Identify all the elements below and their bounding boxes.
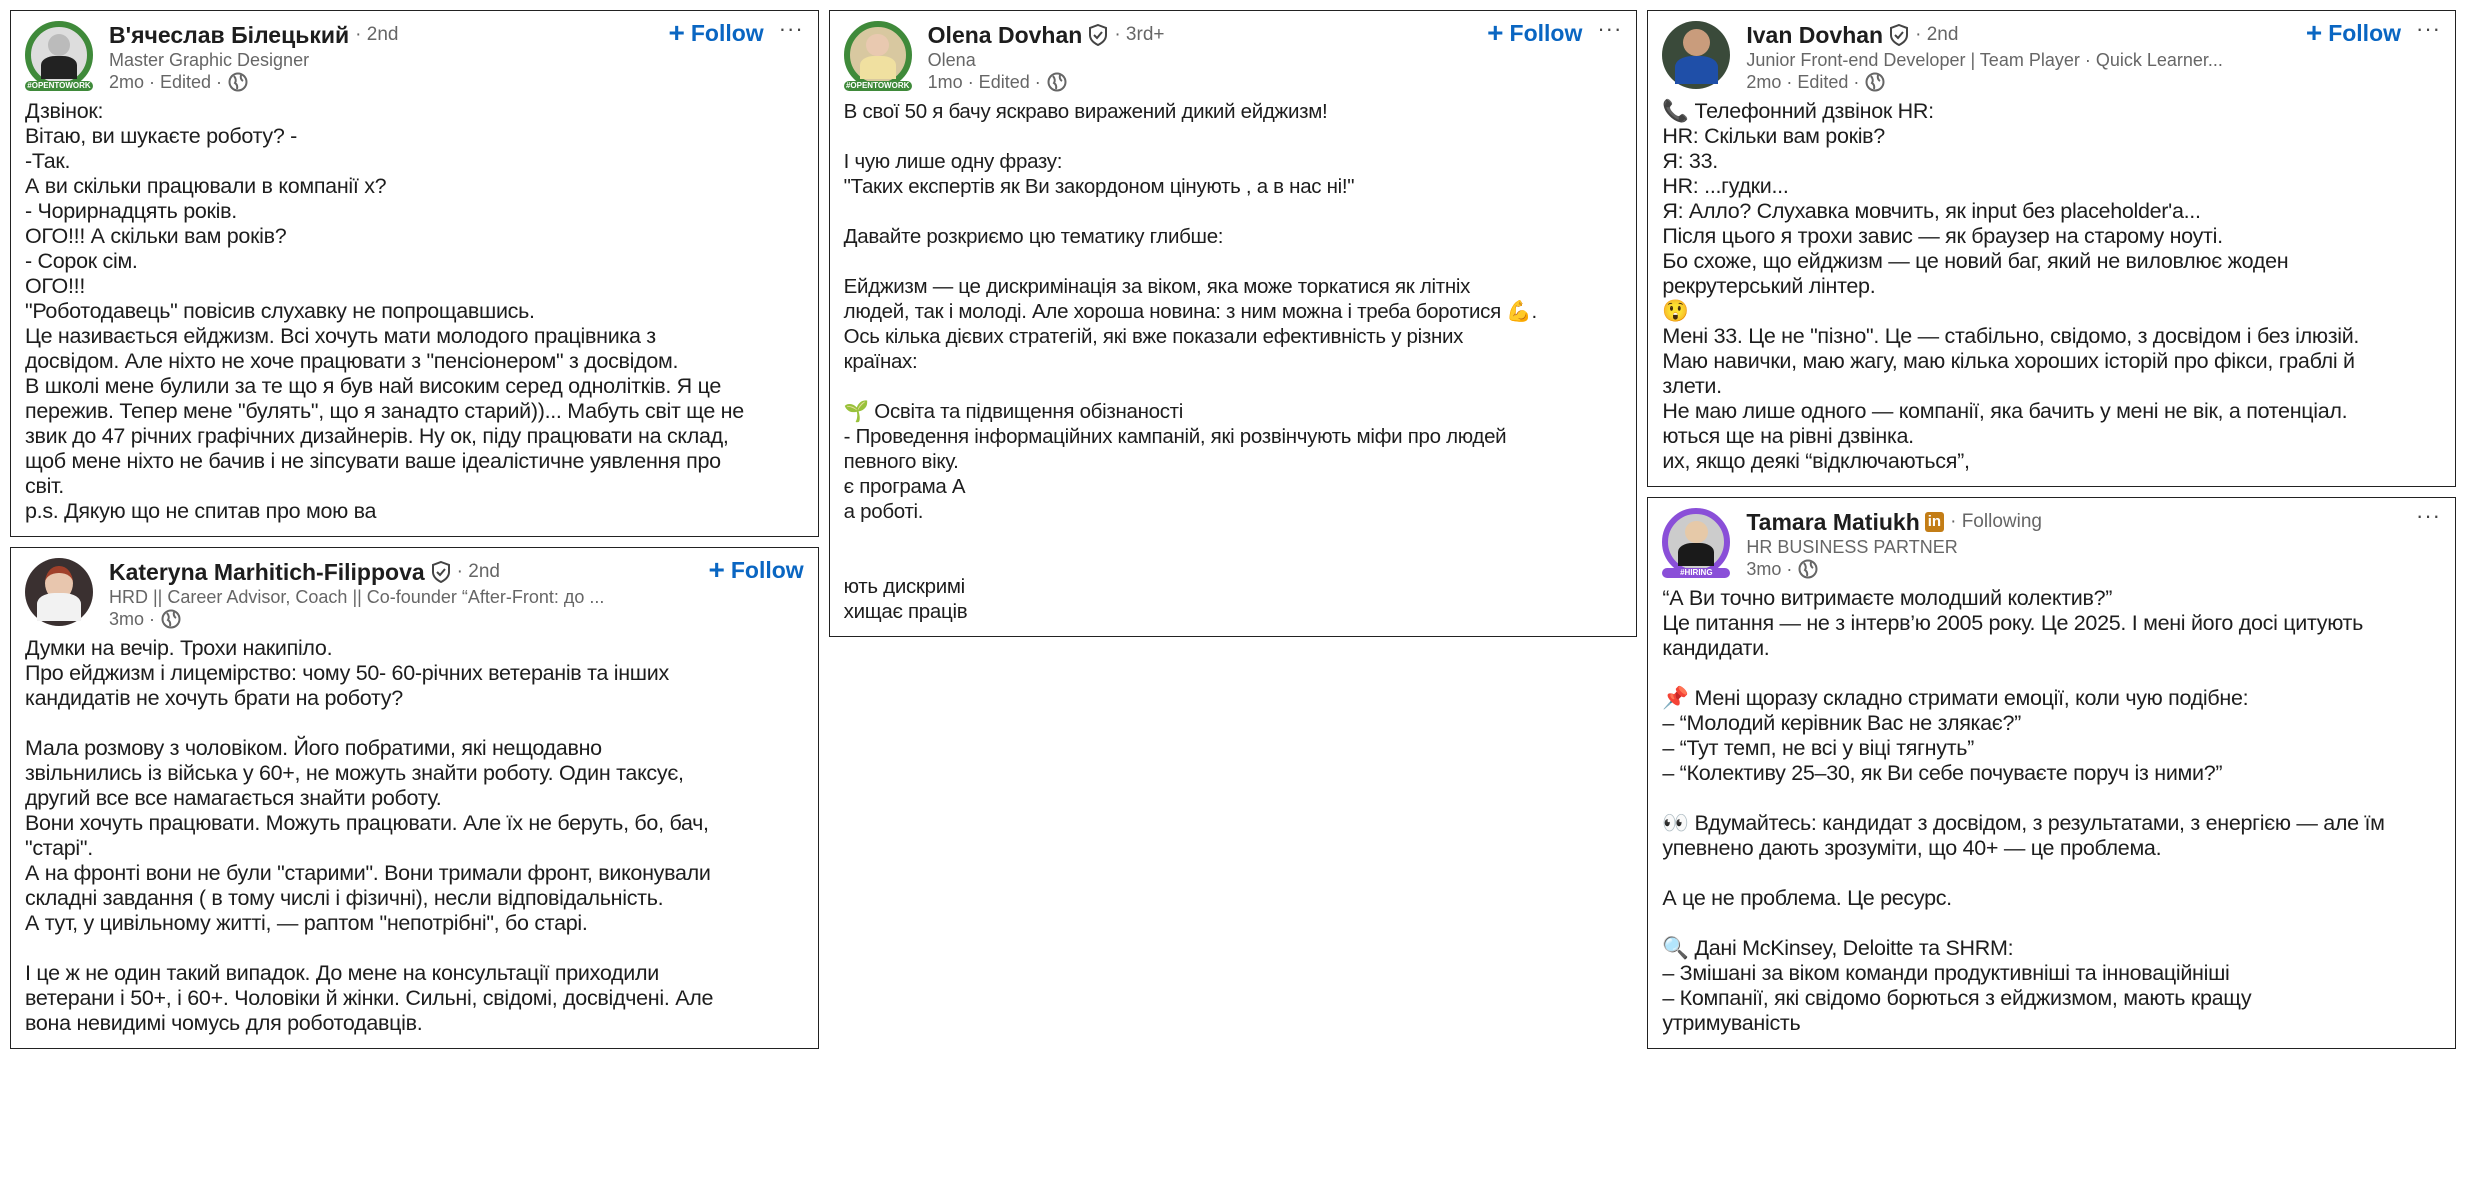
post-line: Мені 33. Це не "пізно". Це — стабільно, свідомо, з досвідом і без ілюзій.	[1662, 324, 2360, 348]
post-line: А ви скільки працювали в компанії х?	[25, 174, 387, 198]
post-line	[844, 124, 1623, 149]
verified-icon	[1088, 24, 1108, 46]
post-line: складні завдання ( в тому числі і фізичні), несли відповідальність.	[25, 886, 664, 910]
follow-button[interactable]	[708, 556, 803, 584]
posts-column	[1647, 10, 2456, 1049]
post-body	[25, 99, 804, 524]
post-line: HR: ...гудки...	[1662, 174, 1789, 198]
post-line: Після цього я трохи завис — як браузер на старому ноуті.	[1662, 224, 2223, 248]
post-line: світ.	[25, 474, 64, 498]
post-line: Це питання — не з інтерв’ю 2005 року. Це 2025. І мені його досі цитують	[1662, 611, 2363, 635]
author-avatar[interactable]	[844, 21, 912, 89]
post-line	[844, 374, 1623, 399]
post-line: ОГО!!! А скільки вам років?	[25, 224, 287, 248]
post-line-fragment: є програма А	[843, 475, 966, 498]
author-avatar[interactable]	[1662, 21, 1730, 89]
post-line: Дзвінок:	[25, 99, 104, 123]
post-card-olena	[829, 10, 1638, 637]
globe-icon	[1865, 72, 1885, 92]
globe-icon	[228, 72, 248, 92]
post-card-kateryna	[10, 547, 819, 1049]
post-line: кандидатів не хочуть брати на роботу?	[25, 686, 403, 710]
post-line: 📞 Телефонний дзвінок HR:	[1662, 99, 1934, 123]
post-line: рекрутерський лінтер.	[1662, 274, 1876, 298]
author-name[interactable]: В'ячеслав Білецький	[109, 22, 350, 48]
author-name[interactable]: Ivan Dovhan	[1746, 22, 1884, 48]
post-line: І чую лише одну фразу:	[843, 150, 1063, 173]
post-line: Ейджизм — це дискримінація за віком, яка може торкатися як літніх	[843, 275, 1471, 298]
post-line-fragment	[844, 524, 1623, 549]
connection-degree: · 2nd	[1915, 24, 1959, 45]
post-line: А на фронті вони не були "старими". Вони тримали фронт, виконували	[25, 861, 711, 885]
post-header	[25, 16, 804, 93]
post-line: Я: Алло? Слухавка мовчить, як input без placeholder'а...	[1662, 199, 2201, 223]
post-line: В школі мене булили за те що я був най високим серед однолітків. Я це	[25, 374, 722, 398]
post-line: пережив. Тепер мене "булять", що я занадто старий))... Мабуть світ ще не	[25, 399, 744, 423]
post-line	[1662, 661, 2441, 686]
post-line	[844, 199, 1623, 224]
follow-label: Follow	[1509, 20, 1583, 46]
post-line: "Таких експертів як Ви закордоном цінують , а в нас ні!"	[843, 175, 1355, 198]
post-time: 1mo · Edited ·	[927, 72, 1041, 92]
post-line: 📌 Мені щоразу складно стримати емоції, коли чую подібне:	[1662, 686, 2249, 710]
post-line: Про ейджизм і лицемірство: чому 50- 60-річних ветеранів та інших	[25, 661, 669, 685]
post-line: 🔍 Дані McKinsey, Deloitte та SHRM:	[1662, 936, 2014, 960]
connection-degree: · 2nd	[456, 561, 500, 582]
post-line: – “Молодий керівник Вас не злякає?”	[1662, 711, 2021, 735]
globe-icon	[161, 609, 181, 629]
post-body-fragments	[1662, 424, 2441, 474]
post-line-fragment: их, якщо деякі “відключаються”,	[1662, 449, 1970, 473]
post-line: ОГО!!!	[25, 274, 86, 298]
post-line: ветерани і 50+, і 60+. Чоловіки й жінки. Сильні, свідомі, досвідчені. Але	[25, 986, 714, 1010]
post-line: Вони хочуть працювати. Можуть працювати. Але їх не беруть, бо, бач,	[25, 811, 709, 835]
more-options-button[interactable]: ···	[2416, 503, 2442, 528]
linkedin-premium-icon: in	[1925, 512, 1944, 532]
post-line: Це називається ейджизм. Всі хочуть мати молодого працівника з	[25, 324, 656, 348]
post-line: 👀 Вдумайтесь: кандидат з досвідом, з результатами, з енергією — але їм	[1662, 811, 2385, 835]
plus-icon: +	[668, 17, 685, 48]
post-line-fragment: ють дискримі	[843, 575, 965, 598]
post-line: щоб мене ніхто не бачив і не зіпсувати ваше ідеалістичне уявлення про	[25, 449, 721, 473]
post-line: "Роботодавець" повісив слухавку не попрощавшись.	[25, 299, 535, 323]
open-to-work-badge: #OPENTOWORK	[25, 81, 93, 91]
post-line: Давайте розкриємо цю тематику глибше:	[843, 225, 1224, 248]
post-line: вона невидимі чомусь для роботодавців.	[25, 1011, 423, 1035]
post-line: HR: Скільки вам років?	[1662, 124, 1885, 148]
post-card-tamara	[1647, 497, 2456, 1049]
author-avatar[interactable]	[25, 558, 93, 626]
post-line: Ось кілька дієвих стратегій, які вже показали ефективність у різних	[843, 325, 1464, 348]
post-line	[25, 711, 804, 736]
open-to-work-badge: #OPENTOWORK	[844, 81, 912, 91]
post-line: – “Колективу 25–30, як Ви себе почуваєте поруч із ними?”	[1662, 761, 2223, 785]
post-line	[1662, 911, 2441, 936]
globe-icon	[1798, 559, 1818, 579]
post-line	[1662, 786, 2441, 811]
post-line-fragment: хищає праців	[843, 600, 968, 623]
post-time: 2mo · Edited ·	[109, 72, 223, 92]
post-line: “А Ви точно витримаєте молодший колектив?”	[1662, 586, 2113, 610]
post-line	[1662, 861, 2441, 886]
post-line: Думки на вечір. Трохи накипіло.	[25, 636, 333, 660]
post-line: "старі".	[25, 836, 93, 860]
post-line: І це ж не один такий випадок. До мене на консультації приходили	[25, 961, 659, 985]
author-headline: Master Graphic Designer	[109, 50, 310, 70]
more-options-button[interactable]: ···	[2416, 16, 2442, 41]
post-line: 🌱 Освіта та підвищення обізнаності	[843, 400, 1184, 423]
author-headline: Olena	[927, 50, 976, 70]
post-body-fragments	[844, 474, 1623, 624]
post-card-ivan	[1647, 10, 2456, 487]
post-card-vyacheslav	[10, 10, 819, 537]
post-header	[1662, 16, 2442, 93]
post-line: – Змішані за віком команди продуктивніші та інноваційніші	[1662, 961, 2230, 985]
post-line: країнах:	[843, 350, 918, 373]
author-avatar[interactable]	[25, 21, 93, 89]
connection-degree: · Following	[1950, 511, 2042, 532]
post-line-fragment: ються ще на рівні дзвінка.	[1662, 424, 1914, 448]
post-body	[25, 636, 804, 1036]
hiring-badge: #HIRING	[1662, 568, 1730, 578]
post-time: 3mo ·	[1746, 559, 1793, 579]
post-line: - Сорок сім.	[25, 249, 138, 273]
post-line: А це не проблема. Це ресурс.	[1662, 886, 1952, 910]
post-line: 😲	[1662, 299, 1689, 323]
author-headline: Junior Front-end Developer | Team Player · Quick Learner...	[1746, 50, 2223, 70]
post-line-fragment	[844, 549, 1623, 574]
verified-icon	[1889, 24, 1909, 46]
author-name[interactable]: Olena Dovhan	[927, 22, 1083, 48]
post-time: 3mo ·	[109, 609, 156, 629]
post-line: - Проведення інформаційних кампаній, які розвінчують міфи про людей	[843, 425, 1507, 448]
author-name[interactable]: Tamara Matiukh	[1746, 509, 1920, 535]
post-line: упевнено дають зрозуміти, що 40+ — це проблема.	[1662, 836, 2162, 860]
post-line: Маю навички, маю жагу, маю кілька хороших історій про фікси, граблі й	[1662, 349, 2355, 373]
post-line: – “Тут темп, не всі у віці тягнуть”	[1662, 736, 1974, 760]
post-line: Я: 33.	[1662, 149, 1718, 173]
posts-column	[10, 10, 819, 1049]
follow-label: Follow	[730, 557, 804, 583]
follow-button[interactable]	[2306, 19, 2401, 47]
follow-label: Follow	[2328, 20, 2402, 46]
author-name[interactable]: Kateryna Marhitich-Filippova	[109, 559, 425, 585]
post-line: p.s. Дякую що не спитав про мою ва	[25, 499, 377, 523]
post-body	[1662, 586, 2441, 1036]
more-options-button[interactable]: ···	[1597, 16, 1623, 41]
post-line: другий все все намагається знайти роботу.	[25, 786, 442, 810]
post-line: Вітаю, ви шукаєте роботу? -	[25, 124, 298, 148]
post-line: Бо схоже, що ейджизм — це новий баг, який не виловлює жоден	[1662, 249, 2289, 273]
post-header	[1662, 503, 2442, 580]
post-line: звільнились із війська у 60+, не можуть знайти роботу. Один таксує,	[25, 761, 684, 785]
post-line: Мала розмову з чоловіком. Його побратими, які нещодавно	[25, 736, 602, 760]
plus-icon: +	[1487, 17, 1504, 48]
post-line	[844, 249, 1623, 274]
post-line: -Так.	[25, 149, 71, 173]
connection-degree: · 3rd+	[1114, 24, 1165, 45]
plus-icon: +	[708, 554, 725, 585]
plus-icon: +	[2305, 17, 2323, 48]
post-line: А тут, у цивільному житті, — раптом "непотрібні", бо старі.	[25, 911, 588, 935]
post-line: - Чорирнадцять років.	[25, 199, 237, 223]
post-time: 2mo · Edited ·	[1746, 72, 1860, 92]
follow-label: Follow	[690, 20, 764, 46]
author-headline: HR BUSINESS PARTNER	[1746, 537, 1958, 557]
post-line: певного віку.	[843, 450, 959, 473]
post-line: людей, так і молоді. Але хороша новина: з ним можна і треба боротися 💪.	[843, 300, 1537, 323]
post-line: В свої 50 я бачу яскраво виражений дикий ейджизм!	[843, 100, 1328, 123]
post-line: звик до 47 річних графічних дизайнерів. Ну ок, піду працювати на склад,	[25, 424, 729, 448]
post-body	[844, 99, 1623, 474]
globe-icon	[1047, 72, 1067, 92]
post-line-fragment: а роботі.	[843, 500, 924, 523]
post-line: утримуваність	[1662, 1011, 1801, 1035]
post-line: кандидати.	[1662, 636, 1770, 660]
author-avatar[interactable]	[1662, 508, 1730, 576]
post-line: злети.	[1662, 374, 1722, 398]
more-options-button[interactable]: ···	[778, 16, 804, 41]
post-line: досвідом. Але ніхто не хоче працювати з "пенсіонером" з досвідом.	[25, 349, 679, 373]
post-line	[25, 936, 804, 961]
connection-degree: · 2nd	[355, 24, 399, 45]
follow-button[interactable]	[1487, 19, 1582, 47]
post-header	[844, 16, 1623, 93]
follow-button[interactable]	[668, 19, 763, 47]
post-header	[25, 554, 804, 630]
posts-column	[829, 10, 1638, 637]
post-line: Не маю лише одного — компанії, яка бачить у мені не вік, а потенціал.	[1662, 399, 2348, 423]
verified-icon	[431, 561, 451, 583]
post-body	[1662, 99, 2441, 424]
post-line: – Компанії, які свідомо борються з ейджизмом, мають кращу	[1662, 986, 2252, 1010]
author-headline: HRD || Career Advisor, Coach || Co-founder “After-Front: до ...	[109, 587, 605, 607]
